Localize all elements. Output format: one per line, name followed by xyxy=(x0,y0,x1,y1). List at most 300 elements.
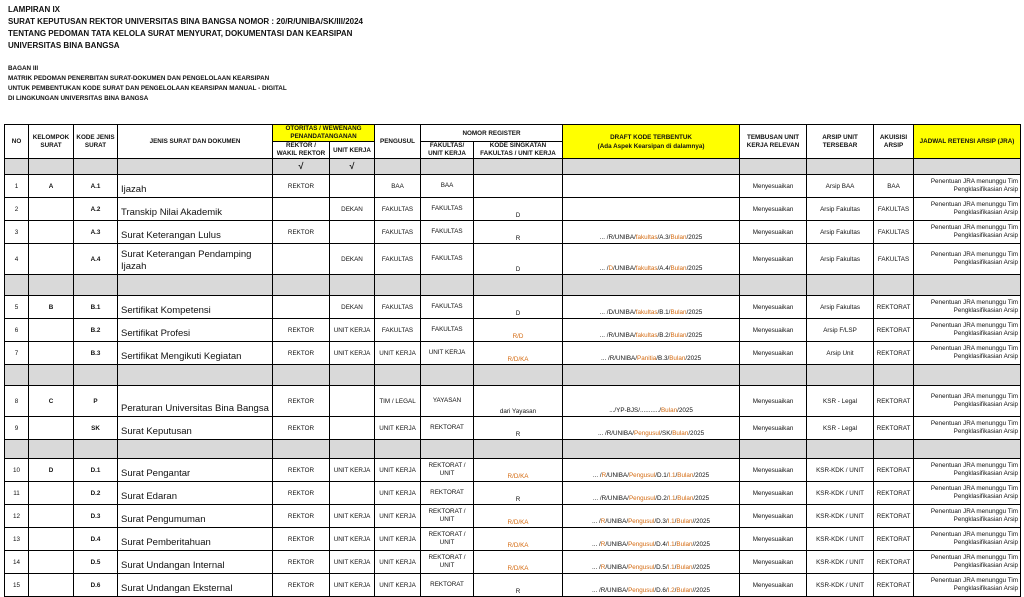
draft-segment: Pengusul xyxy=(628,472,656,479)
row-fakultas-unit: REKTORAT / UNIT xyxy=(421,505,474,528)
row-jenis: Sertifikat Kompetensi xyxy=(118,296,273,319)
col-kode-singkatan: KODE SINGKATAN FAKULTAS / UNIT KERJA xyxy=(474,142,563,159)
row-pengusul: UNIT KERJA xyxy=(375,574,421,597)
row-no: 3 xyxy=(5,221,29,244)
draft-segment: I.2 xyxy=(667,587,675,594)
row-draft-kode xyxy=(563,319,740,342)
row-tembusan: Menyesuaikan xyxy=(740,198,807,221)
row-fakultas-unit: BAA xyxy=(421,175,474,198)
row-pengusul: UNIT KERJA xyxy=(375,342,421,365)
row-pengusul: UNIT KERJA xyxy=(375,459,421,482)
row-kode: D.4 xyxy=(74,528,118,551)
col-otoritas: OTORITAS / WEWENANG PENANDATANGANAN xyxy=(273,125,375,142)
row-draft-kode xyxy=(563,417,740,440)
row-pengusul: FAKULTAS xyxy=(375,319,421,342)
draft-segment: Pengusul xyxy=(628,587,655,594)
row-kelompok xyxy=(29,342,74,365)
row-kode: D.2 xyxy=(74,482,118,505)
row-fakultas-unit: FAKULTAS xyxy=(421,319,474,342)
row-kelompok xyxy=(29,528,74,551)
row-fakultas-unit: REKTORAT / UNIT xyxy=(421,551,474,574)
row-fakultas-unit: REKTORAT xyxy=(421,417,474,440)
table-row xyxy=(5,198,1021,221)
col-unit-kerja: UNIT KERJA xyxy=(330,142,375,159)
row-arsip-unit: Arsip Fakultas xyxy=(807,296,874,319)
row-draft-kode xyxy=(563,175,740,198)
row-fakultas-unit: FAKULTAS xyxy=(421,198,474,221)
row-no: 1 xyxy=(5,175,29,198)
row-akuisisi: REKTORAT xyxy=(874,574,914,597)
bagan-title: BAGAN III xyxy=(8,65,39,72)
row-unit xyxy=(330,386,375,417)
row-kode-singkatan: R/D xyxy=(474,319,563,342)
row-jra: Penentuan JRA menunggu Tim Pengklasifikasian Arsip xyxy=(914,244,1021,275)
row-no: 9 xyxy=(5,417,29,440)
row-kode-singkatan: R/D/KA xyxy=(474,459,563,482)
draft-segment: / xyxy=(674,541,677,548)
row-unit: UNIT KERJA xyxy=(330,505,375,528)
row-akuisisi: REKTORAT xyxy=(874,417,914,440)
draft-segment: /2025 xyxy=(686,332,703,339)
row-no: 4 xyxy=(5,244,29,275)
lampiran-title: LAMPIRAN IX xyxy=(8,5,60,14)
draft-segment: /2025 xyxy=(693,495,710,502)
row-akuisisi: REKTORAT xyxy=(874,482,914,505)
draft-segment: /D.6/ xyxy=(654,587,668,594)
draft-segment: /A.4/ xyxy=(657,265,671,272)
draft-segment: ... /R/UNIBA/ xyxy=(600,355,637,362)
draft-segment: /UNIBA/ xyxy=(613,265,636,272)
row-fakultas-unit: UNIT KERJA xyxy=(421,342,474,365)
row-arsip-unit: KSR-KDK / UNIT xyxy=(807,459,874,482)
draft-segment: /2025 xyxy=(686,265,703,272)
row-kode-singkatan: R/D/KA xyxy=(474,342,563,365)
draft-segment: I.1 xyxy=(667,518,675,525)
row-jra: Penentuan JRA menunggu Tim Pengklasifikasian Arsip xyxy=(914,198,1021,221)
row-fakultas-unit: YAYASAN xyxy=(421,386,474,417)
row-pengusul: UNIT KERJA xyxy=(375,551,421,574)
row-arsip-unit: KSR-KDK / UNIT xyxy=(807,528,874,551)
row-akuisisi: REKTORAT xyxy=(874,342,914,365)
col-tembusan: TEMBUSAN UNIT KERJA RELEVAN xyxy=(740,125,807,159)
row-arsip-unit: KSR-KDK / UNIT xyxy=(807,574,874,597)
draft-segment: /D.5/ xyxy=(654,564,668,571)
row-arsip-unit: Arsip Unit xyxy=(807,342,874,365)
row-akuisisi: REKTORAT xyxy=(874,386,914,417)
draft-segment: ... /R/UNIBA/ xyxy=(592,587,629,594)
draft-segment: Bulan xyxy=(677,472,694,479)
draft-segment: I.1 xyxy=(668,472,676,479)
row-arsip-unit: KSR-KDK / UNIT xyxy=(807,482,874,505)
university-line: UNIVERSITAS BINA BANGSA xyxy=(8,41,120,50)
draft-segment: I.1 xyxy=(668,495,676,502)
row-unit: UNIT KERJA xyxy=(330,551,375,574)
table-row xyxy=(5,342,1021,365)
draft-segment: Pengusul xyxy=(628,564,655,571)
row-no: 14 xyxy=(5,551,29,574)
row-tembusan: Menyesuaikan xyxy=(740,319,807,342)
draft-segment: / xyxy=(674,564,677,571)
draft-segment: /2025 xyxy=(685,355,702,362)
row-draft-kode xyxy=(563,574,740,597)
draft-segment: /SK/ xyxy=(660,430,673,437)
draft-segment: //2025 xyxy=(692,541,711,548)
row-draft-kode xyxy=(563,551,740,574)
row-kelompok xyxy=(29,244,74,275)
row-rektor xyxy=(273,198,330,221)
row-tembusan: Menyesuaikan xyxy=(740,505,807,528)
group-separator-row xyxy=(5,440,1021,459)
col-no: NO xyxy=(5,125,29,159)
row-unit: UNIT KERJA xyxy=(330,319,375,342)
draft-segment: Panitia xyxy=(637,355,657,362)
table-row xyxy=(5,244,1021,275)
row-unit xyxy=(330,175,375,198)
draft-segment: /2025 xyxy=(686,234,703,241)
draft-segment: /2025 xyxy=(686,309,703,316)
row-no: 10 xyxy=(5,459,29,482)
draft-segment: ... / xyxy=(592,518,601,525)
row-unit: UNIT KERJA xyxy=(330,528,375,551)
row-no: 6 xyxy=(5,319,29,342)
draft-segment: /UNIBA/ xyxy=(606,472,629,479)
row-kelompok xyxy=(29,551,74,574)
row-kode: B.2 xyxy=(74,319,118,342)
row-kode-singkatan: R/D/KA xyxy=(474,551,563,574)
row-kelompok xyxy=(29,505,74,528)
col-fakultas-unit: FAKULTAS/ UNIT KERJA xyxy=(421,142,474,159)
row-jra: Penentuan JRA menunggu Tim Pengklasifikasian Arsip xyxy=(914,551,1021,574)
row-rektor: REKTOR xyxy=(273,319,330,342)
draft-segment: Pengusul xyxy=(628,518,655,525)
row-pengusul: FAKULTAS xyxy=(375,296,421,319)
row-jra: Penentuan JRA menunggu Tim Pengklasifikasian Arsip xyxy=(914,221,1021,244)
col-jenis: JENIS SURAT DAN DOKUMEN xyxy=(118,125,273,159)
row-rektor: REKTOR xyxy=(273,551,330,574)
row-rektor: REKTOR xyxy=(273,505,330,528)
sk-subject-line: TENTANG PEDOMAN TATA KELOLA SURAT MENYURAT, DOKUMENTASI DAN KEARSIPAN xyxy=(8,29,353,38)
row-no: 15 xyxy=(5,574,29,597)
sk-number-line: SURAT KEPUTUSAN REKTOR UNIVERSITAS BINA BANGSA NOMOR : 20/R/UNIBA/SK/III/2024 xyxy=(8,17,364,26)
row-kode: D.1 xyxy=(74,459,118,482)
row-akuisisi: REKTORAT xyxy=(874,459,914,482)
draft-segment: /D.3/ xyxy=(654,518,668,525)
row-jenis: Surat Pengantar xyxy=(118,459,273,482)
row-kelompok xyxy=(29,319,74,342)
row-jra: Penentuan JRA menunggu Tim Pengklasifikasian Arsip xyxy=(914,482,1021,505)
row-jenis: Surat Undangan Eksternal xyxy=(118,574,273,597)
draft-segment: ... / xyxy=(592,541,601,548)
col-draft xyxy=(563,125,740,159)
row-pengusul: FAKULTAS xyxy=(375,198,421,221)
draft-segment: //2025 xyxy=(692,564,711,571)
table-row xyxy=(5,482,1021,505)
row-draft-kode xyxy=(563,342,740,365)
row-jenis: Surat Keterangan Pendamping Ijazah xyxy=(118,244,273,275)
row-pengusul: FAKULTAS xyxy=(375,244,421,275)
row-unit: DEKAN xyxy=(330,244,375,275)
row-jra: Penentuan JRA menunggu Tim Pengklasifikasian Arsip xyxy=(914,528,1021,551)
draft-segment: ... /R/UNIBA/ xyxy=(599,234,636,241)
col-arsip-unit: ARSIP UNIT TERSEBAR xyxy=(807,125,874,159)
row-kode: D.6 xyxy=(74,574,118,597)
row-arsip-unit: KSR-KDK / UNIT xyxy=(807,505,874,528)
draft-segment: Bulan xyxy=(676,564,693,571)
row-kode: A.3 xyxy=(74,221,118,244)
row-draft-kode xyxy=(563,386,740,417)
col-rektor: REKTOR / WAKIL REKTOR xyxy=(273,142,330,159)
matrix-title: MATRIK PEDOMAN PENERBITAN SURAT-DOKUMEN DAN PENGELOLAAN KEARSIPAN xyxy=(8,75,270,82)
row-rektor: REKTOR xyxy=(273,386,330,417)
row-tembusan: Menyesuaikan xyxy=(740,244,807,275)
row-rektor: REKTOR xyxy=(273,342,330,365)
row-rektor: REKTOR xyxy=(273,221,330,244)
row-jenis: Surat Undangan Internal xyxy=(118,551,273,574)
row-kode-singkatan: D xyxy=(474,198,563,221)
row-draft-kode xyxy=(563,198,740,221)
draft-segment: /2025 xyxy=(693,472,710,479)
draft-segment: ... /R/UNIBA/ xyxy=(597,430,635,437)
row-kelompok: B xyxy=(29,296,74,319)
row-arsip-unit: Arsip Fakultas xyxy=(807,221,874,244)
row-arsip-unit: KSR-KDK / UNIT xyxy=(807,551,874,574)
row-arsip-unit: Arsip Fakultas xyxy=(807,244,874,275)
draft-segment: ... /R/UNIBA/ xyxy=(599,332,636,339)
row-jra: Penentuan JRA menunggu Tim Pengklasifikasian Arsip xyxy=(914,386,1021,417)
row-jenis: Ijazah xyxy=(118,175,273,198)
row-rektor: REKTOR xyxy=(273,175,330,198)
row-kode: B.3 xyxy=(74,342,118,365)
row-tembusan: Menyesuaikan xyxy=(740,528,807,551)
row-jenis: Sertifikat Mengikuti Kegiatan xyxy=(118,342,273,365)
row-pengusul: UNIT KERJA xyxy=(375,417,421,440)
table-row xyxy=(5,319,1021,342)
draft-segment: R xyxy=(601,472,607,479)
row-tembusan: Menyesuaikan xyxy=(740,417,807,440)
row-jra: Penentuan JRA menunggu Tim Pengklasifikasian Arsip xyxy=(914,417,1021,440)
col-akuisisi: AKUISISI ARSIP xyxy=(874,125,914,159)
row-kode: D.3 xyxy=(74,505,118,528)
row-unit: DEKAN xyxy=(330,198,375,221)
matrix-scope: DI LINGKUNGAN UNIVERSITAS BINA BANGSA xyxy=(8,95,149,102)
row-draft-kode xyxy=(563,528,740,551)
row-jra: Penentuan JRA menunggu Tim Pengklasifikasian Arsip xyxy=(914,296,1021,319)
row-kode: A.4 xyxy=(74,244,118,275)
row-tembusan: Menyesuaikan xyxy=(740,574,807,597)
col-draft-subtitle: (Ada Aspek Kearsipan di dalamnya) xyxy=(597,142,705,150)
col-draft-title: DRAFT KODE TERBENTUK xyxy=(610,133,692,141)
row-draft-kode xyxy=(563,482,740,505)
draft-segment: Pengusul xyxy=(628,495,656,502)
row-akuisisi: FAKULTAS xyxy=(874,244,914,275)
draft-segment: R xyxy=(600,564,606,571)
draft-segment: I.1 xyxy=(667,564,675,571)
check-unit: √ xyxy=(330,159,375,175)
draft-segment: /D.2/ xyxy=(655,495,669,502)
row-kelompok: A xyxy=(29,175,74,198)
row-akuisisi: REKTORAT xyxy=(874,505,914,528)
draft-segment: fakultas xyxy=(635,265,658,272)
row-kode-singkatan: D xyxy=(474,244,563,275)
row-arsip-unit: Arsip BAA xyxy=(807,175,874,198)
document-header xyxy=(8,4,363,104)
row-no: 5 xyxy=(5,296,29,319)
draft-segment: /UNIBA/ xyxy=(605,564,629,571)
draft-segment: Bulan xyxy=(672,430,689,437)
row-jra: Penentuan JRA menunggu Tim Pengklasifikasian Arsip xyxy=(914,505,1021,528)
draft-segment: fakultas xyxy=(635,332,658,339)
row-unit: DEKAN xyxy=(330,296,375,319)
row-pengusul: UNIT KERJA xyxy=(375,528,421,551)
draft-segment: .../YP-BJS/.........../ xyxy=(609,407,661,414)
table-row xyxy=(5,574,1021,597)
row-rektor: REKTOR xyxy=(273,574,330,597)
row-draft-kode xyxy=(563,244,740,275)
row-akuisisi: REKTORAT xyxy=(874,551,914,574)
row-unit xyxy=(330,417,375,440)
row-kode: D.5 xyxy=(74,551,118,574)
row-jenis: Surat Keterangan Lulus xyxy=(118,221,273,244)
row-pengusul: BAA xyxy=(375,175,421,198)
row-no: 8 xyxy=(5,386,29,417)
row-jenis: Peraturan Universitas Bina Bangsa xyxy=(118,386,273,417)
row-jenis: Surat Pengumuman xyxy=(118,505,273,528)
draft-segment: / xyxy=(674,587,677,594)
row-fakultas-unit: FAKULTAS xyxy=(421,296,474,319)
draft-segment: /UNIBA/ xyxy=(605,541,629,548)
table-row xyxy=(5,505,1021,528)
row-kode-singkatan: R/D/KA xyxy=(474,505,563,528)
row-pengusul: UNIT KERJA xyxy=(375,482,421,505)
row-jenis: Surat Pemberitahuan xyxy=(118,528,273,551)
row-kode: A.2 xyxy=(74,198,118,221)
row-jenis: Surat Edaran xyxy=(118,482,273,505)
row-rektor xyxy=(273,296,330,319)
row-pengusul: FAKULTAS xyxy=(375,221,421,244)
row-akuisisi: REKTORAT xyxy=(874,528,914,551)
row-draft-kode xyxy=(563,296,740,319)
row-jra: Penentuan JRA menunggu Tim Pengklasifikasian Arsip xyxy=(914,459,1021,482)
row-pengusul: TIM / LEGAL xyxy=(375,386,421,417)
draft-segment: R xyxy=(600,518,606,525)
draft-segment: Bulan xyxy=(670,309,687,316)
row-tembusan: Menyesuaikan xyxy=(740,342,807,365)
col-pengusul: PENGUSUL xyxy=(375,125,421,159)
col-kode: KODE JENIS SURAT xyxy=(74,125,118,159)
row-tembusan: Menyesuaikan xyxy=(740,551,807,574)
draft-segment: R xyxy=(600,541,606,548)
row-unit: UNIT KERJA xyxy=(330,342,375,365)
draft-segment: ... / xyxy=(599,265,609,272)
row-fakultas-unit: FAKULTAS xyxy=(421,244,474,275)
draft-segment: Bulan xyxy=(676,541,693,548)
draft-segment: /B.3/ xyxy=(656,355,670,362)
row-jenis: Surat Keputusan xyxy=(118,417,273,440)
row-unit: UNIT KERJA xyxy=(330,459,375,482)
row-no: 2 xyxy=(5,198,29,221)
row-kode: P xyxy=(74,386,118,417)
row-no: 11 xyxy=(5,482,29,505)
draft-segment: ... /R/UNIBA/ xyxy=(592,495,629,502)
row-kode: SK xyxy=(74,417,118,440)
row-rektor: REKTOR xyxy=(273,417,330,440)
draft-segment: D xyxy=(608,265,614,272)
row-kelompok: C xyxy=(29,386,74,417)
table-row xyxy=(5,459,1021,482)
col-nomor-register: NOMOR REGISTER xyxy=(421,125,563,142)
row-akuisisi: FAKULTAS xyxy=(874,198,914,221)
draft-segment: /D.1/ xyxy=(655,472,669,479)
row-fakultas-unit: REKTORAT xyxy=(421,482,474,505)
table-row xyxy=(5,221,1021,244)
group-separator-row xyxy=(5,275,1021,296)
row-fakultas-unit: REKTORAT / UNIT xyxy=(421,528,474,551)
table-row xyxy=(5,386,1021,417)
row-no: 13 xyxy=(5,528,29,551)
row-pengusul: UNIT KERJA xyxy=(375,505,421,528)
row-akuisisi: BAA xyxy=(874,175,914,198)
row-akuisisi: REKTORAT xyxy=(874,296,914,319)
row-jra: Penentuan JRA menunggu Tim Pengklasifikasian Arsip xyxy=(914,342,1021,365)
row-rektor xyxy=(273,244,330,275)
row-kelompok: D xyxy=(29,459,74,482)
row-akuisisi: REKTORAT xyxy=(874,319,914,342)
draft-segment: Bulan xyxy=(669,355,686,362)
row-kelompok xyxy=(29,198,74,221)
row-jra: Penentuan JRA menunggu Tim Pengklasifikasian Arsip xyxy=(914,574,1021,597)
draft-segment: Bulan xyxy=(670,234,687,241)
matrix-table xyxy=(4,124,1021,597)
draft-segment: //2025 xyxy=(692,587,711,594)
row-kode-singkatan: R xyxy=(474,221,563,244)
row-no: 7 xyxy=(5,342,29,365)
draft-segment: I.1 xyxy=(667,541,675,548)
group-separator-row xyxy=(5,365,1021,386)
row-kode-singkatan: R xyxy=(474,482,563,505)
row-rektor: REKTOR xyxy=(273,528,330,551)
row-unit: UNIT KERJA xyxy=(330,574,375,597)
row-akuisisi: FAKULTAS xyxy=(874,221,914,244)
draft-segment: /2025 xyxy=(688,430,705,437)
row-kode-singkatan xyxy=(474,175,563,198)
draft-segment: Bulan xyxy=(676,587,693,594)
draft-segment: /UNIBA/ xyxy=(605,518,629,525)
row-draft-kode xyxy=(563,221,740,244)
table-row xyxy=(5,296,1021,319)
row-tembusan: Menyesuaikan xyxy=(740,459,807,482)
draft-segment: //2025 xyxy=(692,518,711,525)
check-rektor: √ xyxy=(273,159,330,175)
row-tembusan: Menyesuaikan xyxy=(740,221,807,244)
table-row xyxy=(5,175,1021,198)
row-draft-kode xyxy=(563,459,740,482)
draft-segment: ... /D/UNIBA/ xyxy=(599,309,636,316)
row-tembusan: Menyesuaikan xyxy=(740,175,807,198)
row-kode-singkatan: D xyxy=(474,296,563,319)
row-kelompok xyxy=(29,574,74,597)
row-fakultas-unit: REKTORAT xyxy=(421,574,474,597)
row-fakultas-unit: REKTORAT / UNIT xyxy=(421,459,474,482)
draft-segment: /2025 xyxy=(677,407,693,414)
draft-segment: fakultas xyxy=(635,234,658,241)
draft-segment: /A.3/ xyxy=(657,234,671,241)
table-row xyxy=(5,551,1021,574)
row-draft-kode xyxy=(563,505,740,528)
row-kode-singkatan: R/D/KA xyxy=(474,528,563,551)
row-kelompok xyxy=(29,482,74,505)
row-kode-singkatan: R xyxy=(474,417,563,440)
row-jenis: Transkip Nilai Akademik xyxy=(118,198,273,221)
